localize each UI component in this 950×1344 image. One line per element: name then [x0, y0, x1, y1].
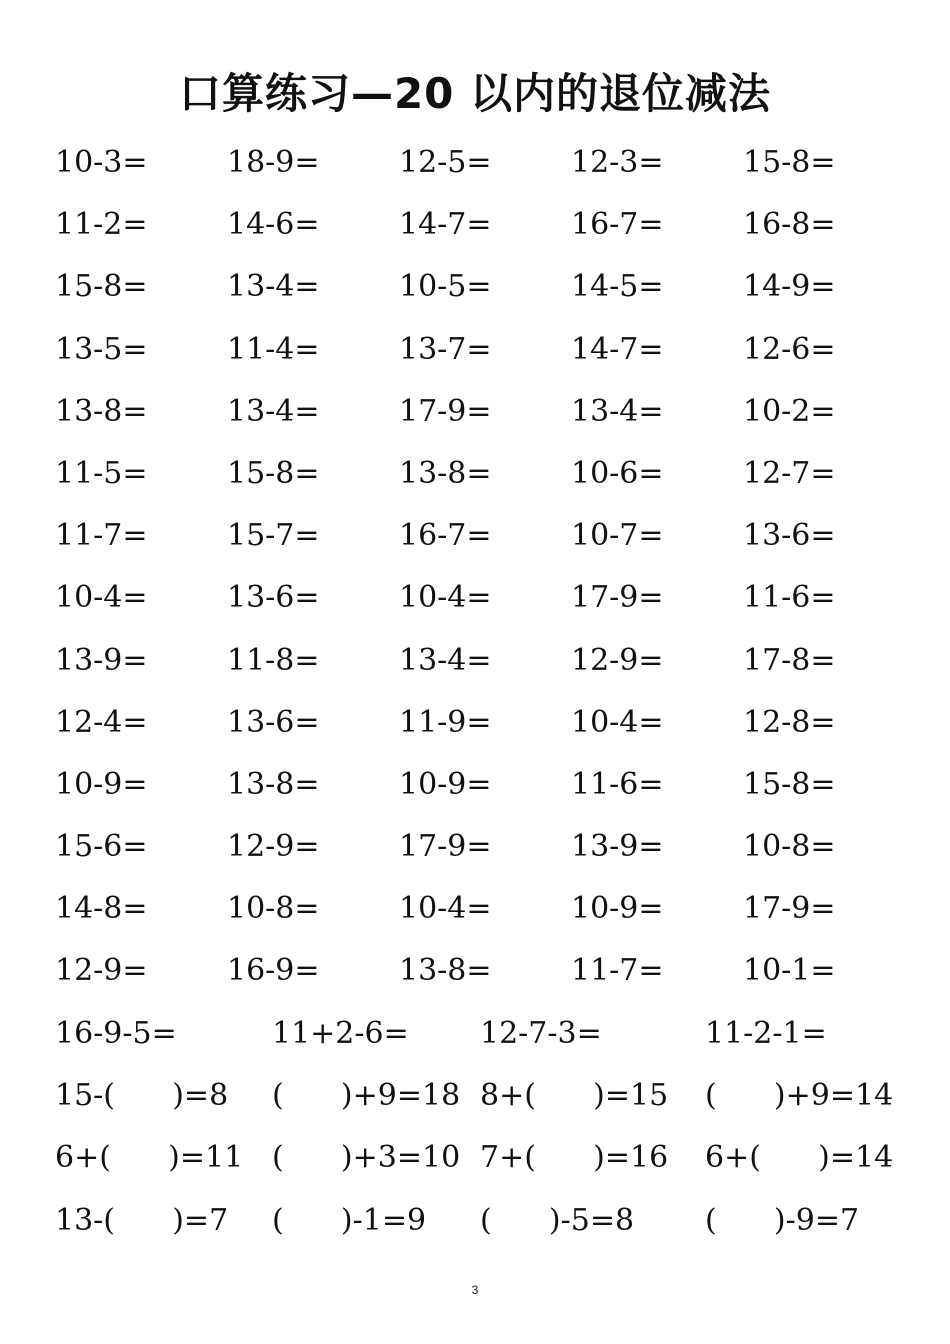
exercise-item: 11-9= [399, 704, 492, 740]
exercise-item: 14-9= [743, 269, 836, 305]
exercise-item: 13-6= [227, 704, 320, 740]
exercise-item: 10-4= [399, 580, 492, 616]
exercise-item: 15-8= [55, 269, 148, 305]
exercise-item: 15-6= [55, 829, 148, 865]
mixed-exercise-item: 11+2-6= [272, 1016, 409, 1051]
exercise-item: 12-9= [571, 642, 664, 678]
exercise-item: 11-7= [571, 953, 664, 989]
exercise-item: 10-4= [55, 580, 148, 616]
mixed-exercise-item: ( )+9=14 [705, 1078, 894, 1114]
mixed-exercise-item: 6+( )=14 [705, 1140, 894, 1176]
exercise-item: 14-7= [571, 331, 664, 367]
exercise-item: 13-8= [399, 455, 492, 491]
exercise-item: 14-5= [571, 269, 664, 305]
exercise-item: 10-9= [399, 766, 492, 802]
exercise-item: 13-4= [399, 642, 492, 678]
exercise-item: 10-1= [743, 953, 836, 989]
exercise-item: 14-8= [55, 891, 148, 927]
mixed-exercise-item: ( )-5=8 [480, 1202, 635, 1238]
exercise-item: 12-3= [571, 145, 664, 180]
exercise-item: 15-8= [743, 766, 836, 802]
exercise-item: 15-7= [227, 518, 320, 554]
exercise-item: 14-6= [227, 207, 320, 243]
exercise-item: 10-4= [399, 891, 492, 927]
mixed-exercise-item: ( )+3=10 [272, 1140, 461, 1176]
exercise-item: 12-9= [227, 829, 320, 865]
exercise-item: 10-9= [571, 891, 664, 927]
exercise-item: 12-7= [743, 455, 836, 491]
mixed-exercise-item: 15-( )=8 [55, 1078, 229, 1114]
exercise-item: 12-4= [55, 704, 148, 740]
page-number: 3 [471, 1283, 479, 1297]
exercise-item: 15-8= [743, 145, 836, 180]
exercise-item: 17-8= [743, 642, 836, 678]
exercise-item: 16-7= [571, 207, 664, 243]
mixed-exercise-item: 7+( )=16 [480, 1140, 669, 1176]
exercise-item: 13-8= [55, 393, 148, 429]
exercise-item: 14-7= [399, 207, 492, 243]
exercise-item: 13-6= [227, 580, 320, 616]
exercise-item: 11-4= [227, 331, 320, 367]
mixed-exercise-item: ( )-9=7 [705, 1202, 860, 1238]
exercise-item: 13-6= [743, 518, 836, 554]
mixed-exercise-item: 6+( )=11 [55, 1140, 244, 1176]
exercise-item: 12-9= [55, 953, 148, 989]
exercise-item: 17-9= [743, 891, 836, 927]
exercise-item: 17-9= [399, 829, 492, 865]
exercise-item: 13-5= [55, 331, 148, 367]
exercise-item: 16-9= [227, 953, 320, 989]
exercise-item: 12-5= [399, 145, 492, 180]
exercise-item: 11-7= [55, 518, 148, 554]
exercise-item: 12-8= [743, 704, 836, 740]
exercise-item: 13-8= [227, 766, 320, 802]
exercise-item: 10-3= [55, 145, 148, 180]
exercise-item: 13-8= [399, 953, 492, 989]
exercise-item: 18-9= [227, 145, 320, 180]
exercise-item: 13-4= [571, 393, 664, 429]
mixed-exercise-item: 11-2-1= [705, 1016, 827, 1051]
mixed-exercise-item: ( )+9=18 [272, 1078, 461, 1114]
exercise-item: 13-9= [571, 829, 664, 865]
exercise-item: 16-8= [743, 207, 836, 243]
exercise-item: 10-2= [743, 393, 836, 429]
exercise-item: 13-9= [55, 642, 148, 678]
exercise-item: 10-4= [571, 704, 664, 740]
exercise-item: 10-8= [227, 891, 320, 927]
exercise-item: 10-7= [571, 518, 664, 554]
exercise-item: 11-5= [55, 455, 148, 491]
exercise-item: 17-9= [399, 393, 492, 429]
exercise-item: 10-6= [571, 455, 664, 491]
mixed-exercise-item: 13-( )=7 [55, 1202, 229, 1238]
exercise-item: 10-5= [399, 269, 492, 305]
exercise-item: 17-9= [571, 580, 664, 616]
exercise-item: 11-6= [743, 580, 836, 616]
mixed-exercise-item: 12-7-3= [480, 1016, 602, 1051]
exercise-item: 13-7= [399, 331, 492, 367]
exercise-item: 15-8= [227, 455, 320, 491]
exercise-item: 13-4= [227, 269, 320, 305]
mixed-exercise-item: 8+( )=15 [480, 1078, 669, 1114]
exercise-item: 11-2= [55, 207, 148, 243]
exercise-item: 16-7= [399, 518, 492, 554]
exercise-item: 10-9= [55, 766, 148, 802]
exercise-item: 12-6= [743, 331, 836, 367]
exercise-item: 11-6= [571, 766, 664, 802]
mixed-exercise-item: 16-9-5= [55, 1016, 177, 1051]
exercise-item: 13-4= [227, 393, 320, 429]
exercise-item: 11-8= [227, 642, 320, 678]
mixed-exercise-item: ( )-1=9 [272, 1202, 427, 1238]
exercise-item: 10-8= [743, 829, 836, 865]
page-title: 口算练习—20 以内的退位减法 [178, 69, 772, 118]
